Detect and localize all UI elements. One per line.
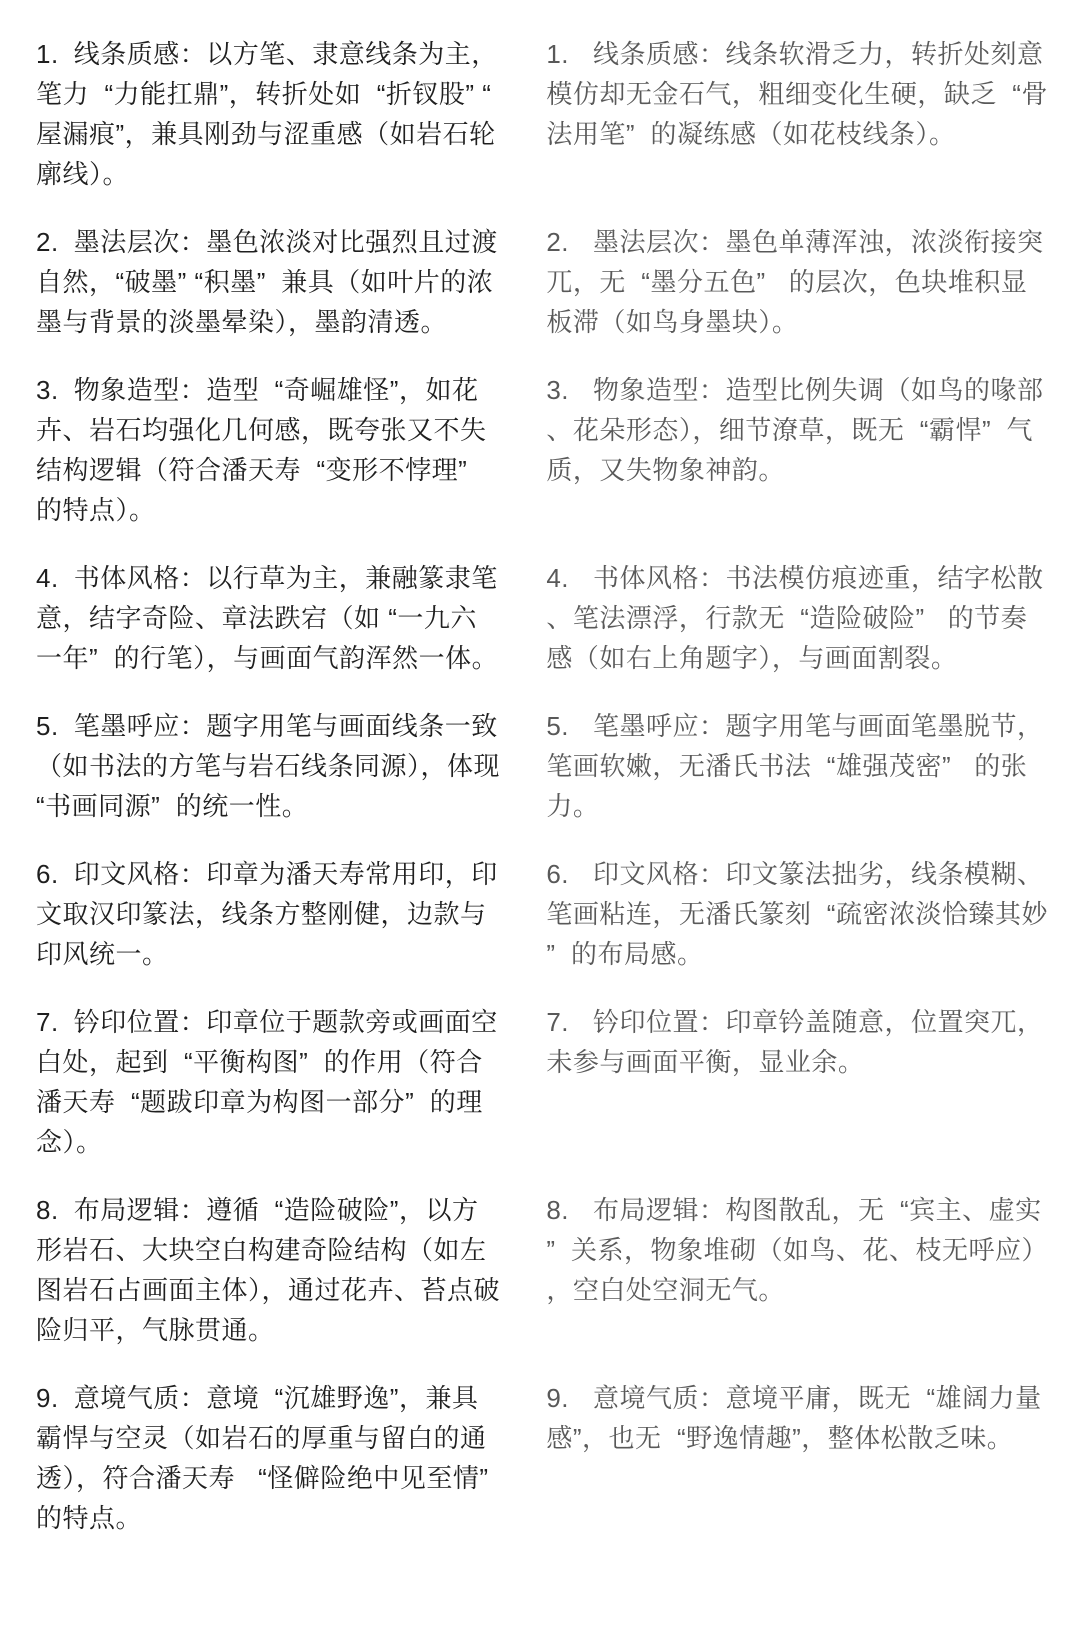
criteria-item-left-8 [36,1190,502,1350]
item-number: 5. [36,711,59,741]
criteria-item-left-5 [36,706,516,826]
item-number: 7. [36,1007,59,1037]
item-text: 书体风格：书法模仿痕迹重，结字松散、笔法漂浮，行款无 “造险破险” 的节奏感（如右上角题字），与画面割裂。 [546,563,1044,673]
criteria-item-left-3 [36,370,502,530]
item-number: 4. [546,563,570,593]
item-number: 4. [36,563,59,593]
item-number: 6. [36,859,59,889]
item-text: 书体风格：以行草为主，兼融篆隶笔意，结字奇险、章法跌宕（如 “一九六一年” 的行笔），与画面气韵浑然一体。 [36,563,499,673]
item-text: 布局逻辑：构图散乱，无 “宾主、虚实” 关系，物象堆砌（如鸟、花、枝无呼应），空白处空洞无气。 [546,1195,1042,1305]
criteria-item-right-6 [546,854,1050,974]
item-text: 笔墨呼应：题字用笔与画面笔墨脱节，笔画软嫩，无潘氏书法 “雄强茂密” 的张力。 [546,711,1044,821]
item-text: 印文风格：印文篆法拙劣，线条模糊、笔画粘连，无潘氏篆刻 “疏密浓淡恰臻其妙” 的布局感。 [546,859,1048,969]
item-number: 8. [546,1195,570,1225]
item-text: 线条质感：以方笔、隶意线条为主，笔力 “力能扛鼎”，转折处如 “折钗股” “屋漏痕”，兼具刚劲与涩重感（如岩石轮廓线）。 [36,39,498,189]
item-text: 笔墨呼应：题字用笔与画面线条一致（如书法的方笔与岩石线条同源），体现 “书画同源” 的统一性。 [36,711,516,821]
item-text: 意境气质：意境 “沉雄野逸”，兼具霸悍与空灵（如岩石的厚重与留白的通透），符合潘天寿 “怪僻险绝中见至情” 的特点。 [36,1383,497,1533]
criteria-item-left-6 [36,854,502,974]
item-number: 5. [546,711,570,741]
item-number: 2. [36,227,59,257]
item-number: 2. [546,227,570,257]
criteria-item-left-7 [36,1002,502,1162]
item-text: 布局逻辑：遵循 “造险破险”，以方形岩石、大块空白构建奇险结构（如左图岩石占画面主体），通过花卉、苔点破险归平，气脉贯通。 [36,1195,501,1345]
item-number: 9. [546,1383,570,1413]
item-text: 印文风格：印章为潘天寿常用印，印文取汉印篆法，线条方整刚健，边款与印风统一。 [36,859,498,969]
item-number: 1. [36,39,59,69]
criteria-item-right-7 [546,1002,1050,1082]
item-number: 6. [546,859,570,889]
criteria-item-left-9 [36,1378,502,1538]
criteria-item-left-4 [36,558,502,678]
criteria-item-left-2 [36,222,502,342]
item-text: 钤印位置：印章钤盖随意，位置突兀，未参与画面平衡，显业余。 [546,1007,1044,1077]
item-number: 3. [36,375,59,405]
criteria-item-right-9 [546,1378,1050,1458]
criteria-item-right-3 [546,370,1050,490]
criteria-item-right-1 [546,34,1050,154]
item-number: 3. [546,375,570,405]
item-text: 线条质感：线条软滑乏力，转折处刻意模仿却无金石气，粗细变化生硬，缺乏 “骨法用笔” 的凝练感（如花枝线条）。 [546,39,1048,149]
item-number: 9. [36,1383,59,1413]
criteria-item-right-2 [546,222,1050,342]
item-number: 7. [546,1007,570,1037]
criteria-item-right-8 [546,1190,1050,1310]
item-text: 墨法层次：墨色单薄浑浊，浓淡衔接突兀，无 “墨分五色” 的层次，色块堆积显板滞（如鸟身墨块）。 [546,227,1044,337]
item-text: 钤印位置：印章位于题款旁或画面空白处，起到 “平衡构图” 的作用（符合潘天寿 “题跋印章为构图一部分” 的理念）。 [36,1007,498,1157]
item-text: 物象造型：造型比例失调（如鸟的喙部、花朵形态），细节潦草，既无 “霸悍” 气质，又失物象神韵。 [546,375,1044,485]
criteria-item-left-1 [36,34,502,194]
item-number: 8. [36,1195,59,1225]
item-number: 1. [546,39,570,69]
item-text: 物象造型：造型 “奇崛雄怪”，如花卉、岩石均强化几何感，既夸张又不失结构逻辑（符合潘天寿 “变形不悖理” 的特点）。 [36,375,487,525]
criteria-item-right-4 [546,558,1050,678]
item-text: 意境气质：意境平庸，既无 “雄阔力量感”，也无 “野逸情趣”，整体松散乏味。 [546,1383,1042,1453]
criteria-item-right-5 [546,706,1050,826]
item-text: 墨法层次：墨色浓淡对比强烈且过渡自然，“破墨” “积墨” 兼具（如叶片的浓墨与背景的淡墨晕染），墨韵清透。 [36,227,498,337]
